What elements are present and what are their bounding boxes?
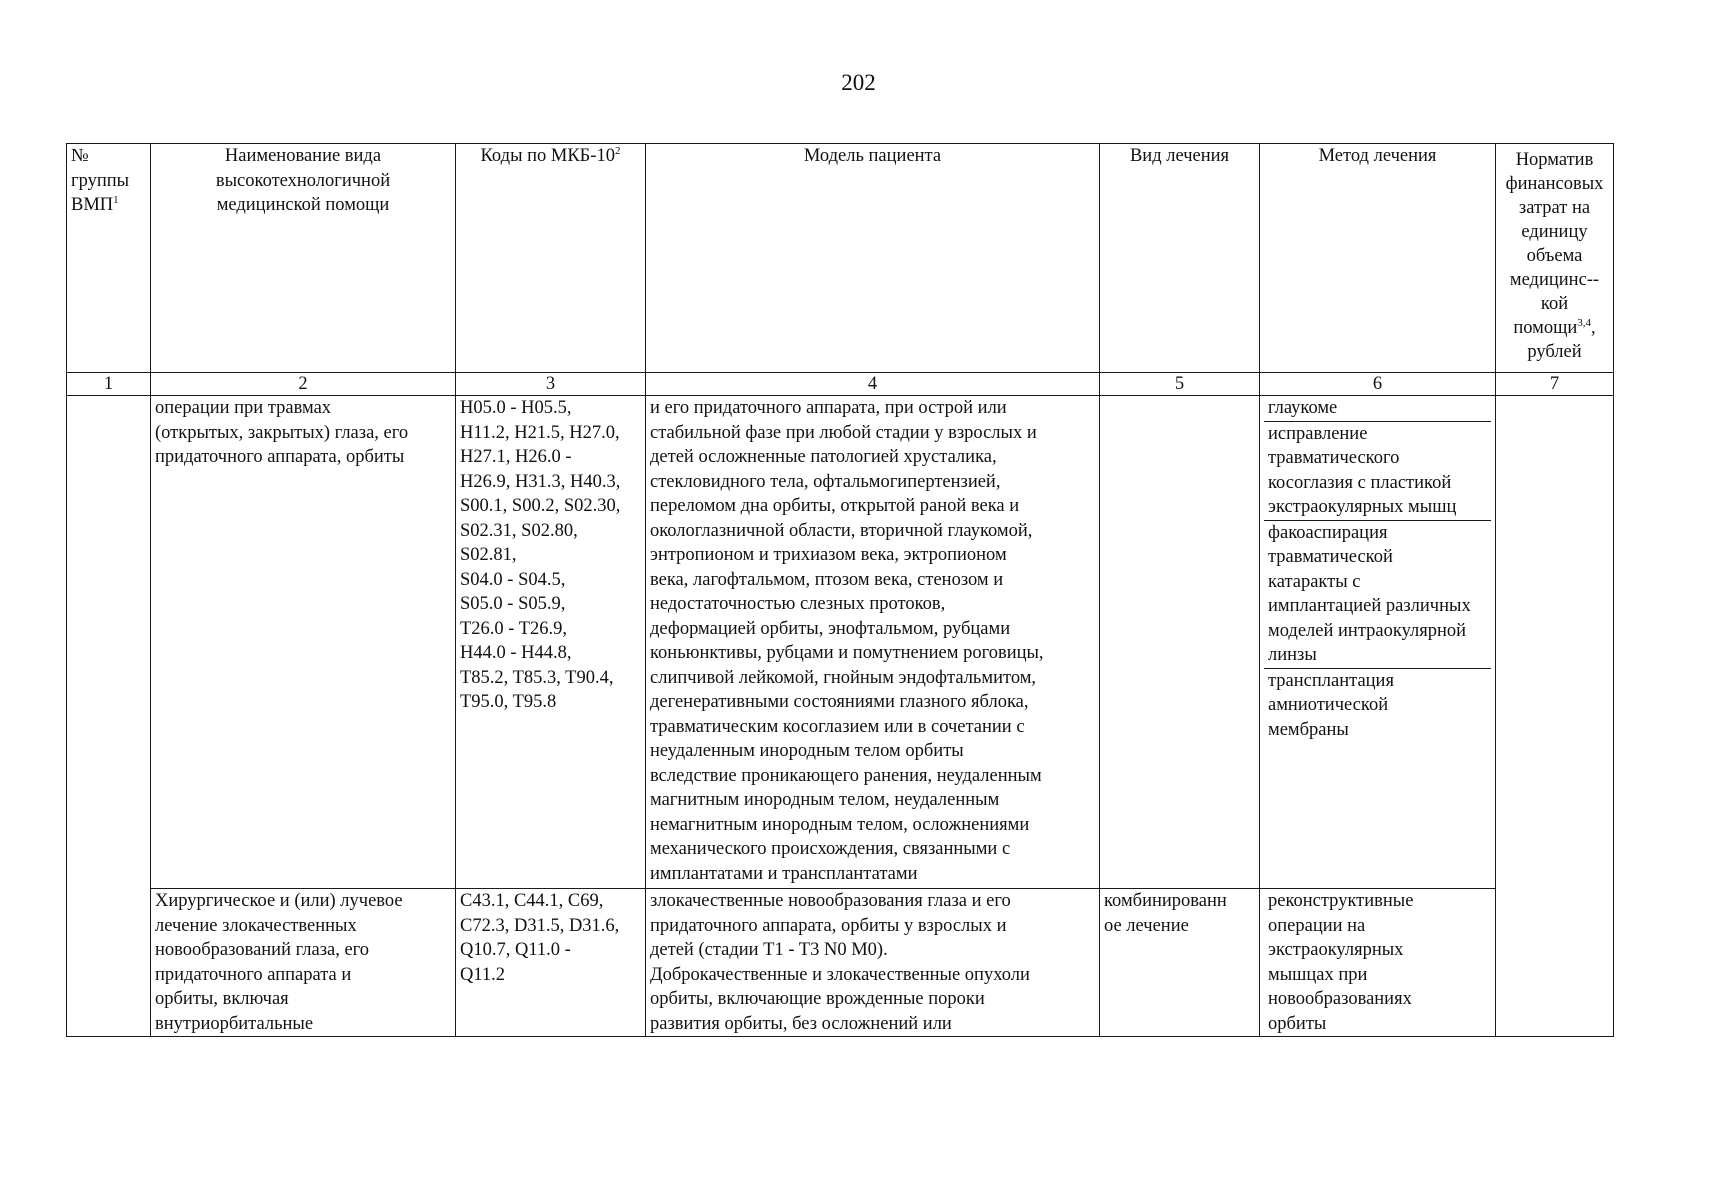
cell-line: S02.81, [460,545,517,565]
table-row [67,889,1614,1037]
column-number: 2 [151,373,456,396]
footnote-mark: 1 [113,193,119,206]
cell-line: орбиты [1268,1013,1327,1034]
header-text: затрат на [1518,198,1591,218]
cell-line: H27.1, H26.0 - [460,447,572,467]
method-block [1264,889,1491,1036]
header-text: финансовых [1505,174,1604,194]
header-text: № [71,146,89,166]
icd-codes-cell [456,396,646,889]
cell-line: немагнитным инородным телом, осложнениями [650,814,1030,835]
cell-line: операции на [1268,915,1366,936]
column-number: 7 [1496,373,1614,396]
cell-line: амниотической [1268,695,1389,715]
cell-line: неудаленным инородным телом орбиты [650,741,964,761]
cell-line: и его придаточного аппарата, при острой или [650,398,1007,418]
cell-line: мышцах при [1268,964,1368,985]
cell-line: развития орбиты, без осложнений или [650,1013,952,1034]
cell-line: переломом дна орбиты, открытой раной века и [650,496,1020,516]
cell-line: придаточного аппарата и [155,964,352,985]
header-text: Норматив [1515,150,1594,170]
header-cost-standard [1496,144,1614,373]
cell-line: экстраокулярных мышц [1268,497,1457,517]
header-text: , [1591,318,1596,338]
cell-line: C43.1, C44.1, C69, [460,891,604,911]
vmp-table [66,143,1614,1037]
cell-line: мембраны [1268,719,1349,740]
column-number: 6 [1260,373,1496,396]
cell-line: моделей интраокулярной [1268,620,1467,641]
care-type-name-cell [151,889,456,1037]
cell-line: детей (стадии T1 - T3 N0 M0). [650,940,888,960]
column-number: 1 [67,373,151,396]
header-text: высокотехнологичной [215,170,391,191]
header-text: Вид лечения [1129,146,1230,166]
header-icd-codes [456,144,646,373]
treatment-method-cell [1260,889,1496,1037]
cell-line: Q10.7, Q11.0 - [460,940,571,960]
column-number-row [67,373,1614,396]
patient-model-cell [646,889,1100,1037]
cell-line: экстраокулярных [1268,940,1404,960]
cell-line: Хирургическое и (или) лучевое [155,891,403,911]
cell-line: орбиты, включающие врожденные пороки [650,989,985,1009]
header-text: Наименование вида [224,146,382,166]
treatment-type-cell [1100,889,1260,1037]
cell-line: окологлазничной области, вторичной глаукомой, [650,520,1033,541]
method-block [1264,520,1491,668]
icd-codes-cell [456,889,646,1037]
method-block [1264,668,1491,743]
treatment-type-cell [1100,396,1260,889]
cell-line: H05.0 - H05.5, [460,398,572,418]
header-row [67,144,1614,373]
cell-line: дегенеративными состояниями глазного яблока, [650,692,1029,712]
cell-line: злокачественные новообразования глаза и его [650,891,1011,911]
cell-line: глаукоме [1268,398,1338,418]
cell-line: линзы [1268,645,1317,665]
cell-line: факоаспирация [1268,522,1388,543]
cell-line: T26.0 - T26.9, [460,618,568,639]
cell-line: орбиты, включая [155,989,289,1009]
cell-line: травматическим косоглазием или в сочетании с [650,716,1025,737]
cell-line: стабильной фазе при любой стадии у взрослых и [650,422,1037,443]
header-text: Коды по МКБ-10 [480,146,615,166]
method-block [1264,421,1491,520]
cell-line: H26.9, H31.3, H40.3, [460,471,621,492]
cell-line: S05.0 - S05.9, [460,594,566,614]
column-number: 3 [456,373,646,396]
cell-line: слипчивой лейкомой, гнойным эндофтальмитом, [650,667,1037,688]
header-text: медицинской помощи [216,195,390,215]
cell-line: Доброкачественные и злокачественные опухоли [650,964,1030,985]
cell-line: травматической [1268,547,1393,567]
cell-line: S04.0 - S04.5, [460,569,566,590]
cell-line: имплантатами и трансплантатами [650,863,918,884]
header-text: ВМП [71,195,114,215]
cell-line: придаточного аппарата, орбиты [155,447,405,467]
table-row [67,396,1614,889]
treatment-method-cell [1260,396,1496,889]
cell-line: века, лагофтальмом, птозом века, стенозом и [650,569,1004,590]
cell-line: C72.3, D31.5, D31.6, [460,915,620,936]
cell-line: косоглазия с пластикой [1268,472,1452,493]
cell-line: Q11.2 [460,964,506,985]
cell-line: лечение злокачественных [155,915,357,936]
group-number-cell [67,396,151,1037]
cell-line: ое лечение [1104,915,1189,936]
cell-line: энтропионом и трихиазом века, эктропионом [650,545,1007,565]
page-number: 202 [841,70,876,95]
cell-line: реконструктивные [1268,891,1414,911]
header-text: группы [71,170,130,191]
cell-line: деформацией орбиты, энофтальмом, рубцами [650,618,1011,639]
cell-line: операции при травмах [155,398,332,418]
header-group-number [67,144,151,373]
header-patient-model [646,144,1100,373]
header-text: медицинс-- [1509,270,1600,290]
cell-line: T95.0, T95.8 [460,692,557,712]
header-treatment-method [1260,144,1496,373]
column-number: 5 [1100,373,1260,396]
cell-line: S00.1, S00.2, S02.30, [460,496,621,516]
cell-line: H44.0 - H44.8, [460,643,572,663]
cell-line: исправление [1268,423,1368,444]
footnote-mark: 2 [614,144,621,157]
cell-line: новообразований глаза, его [155,940,370,960]
care-type-name-cell [151,396,456,889]
cell-line: катаракты с [1268,571,1361,592]
cell-line: травматического [1268,448,1400,468]
cell-line: S02.31, S02.80, [460,520,578,541]
column-number: 4 [646,373,1100,396]
cell-line: (открытых, закрытых) глаза, его [155,422,409,443]
header-text: Модель пациента [803,146,942,166]
footnote-mark: 3,4 [1577,316,1592,329]
cell-line: новообразованиях [1268,989,1412,1009]
cell-line: H11.2, H21.5, H27.0, [460,422,620,443]
cell-line: вследствие проникающего ранения, неудаленным [650,765,1042,786]
header-text: единицу [1521,222,1588,242]
cost-cell [1496,396,1614,1037]
header-treatment-type [1100,144,1260,373]
header-text: рублей [1527,342,1582,362]
patient-model-cell [646,396,1100,889]
header-care-type-name [151,144,456,373]
method-block [1264,396,1491,421]
cell-line: детей осложненные патологией хрусталика, [650,447,997,467]
cell-line: комбинированн [1104,891,1227,911]
cell-line: недостаточностью слезных протоков, [650,594,946,614]
header-text: помощи [1513,318,1578,338]
cell-line: имплантацией различных [1268,596,1471,616]
cell-line: механического происхождения, связанными с [650,839,1011,859]
cell-line: магнитным инородным телом, неудаленным [650,790,1000,810]
cell-line: придаточного аппарата, орбиты у взрослых и [650,915,1007,936]
header-text: кой [1540,294,1569,314]
cell-line: стекловидного тела, офтальмогипертензией, [650,471,1001,492]
header-text: Метод лечения [1318,146,1437,166]
cell-line: трансплантация [1268,670,1394,691]
cell-line: внутриорбитальные [155,1013,314,1034]
cell-line: коньюнктивы, рубцами и помутнением роговицы, [650,643,1044,663]
header-text: объема [1526,246,1583,266]
cell-line: T85.2, T85.3, T90.4, [460,667,614,688]
